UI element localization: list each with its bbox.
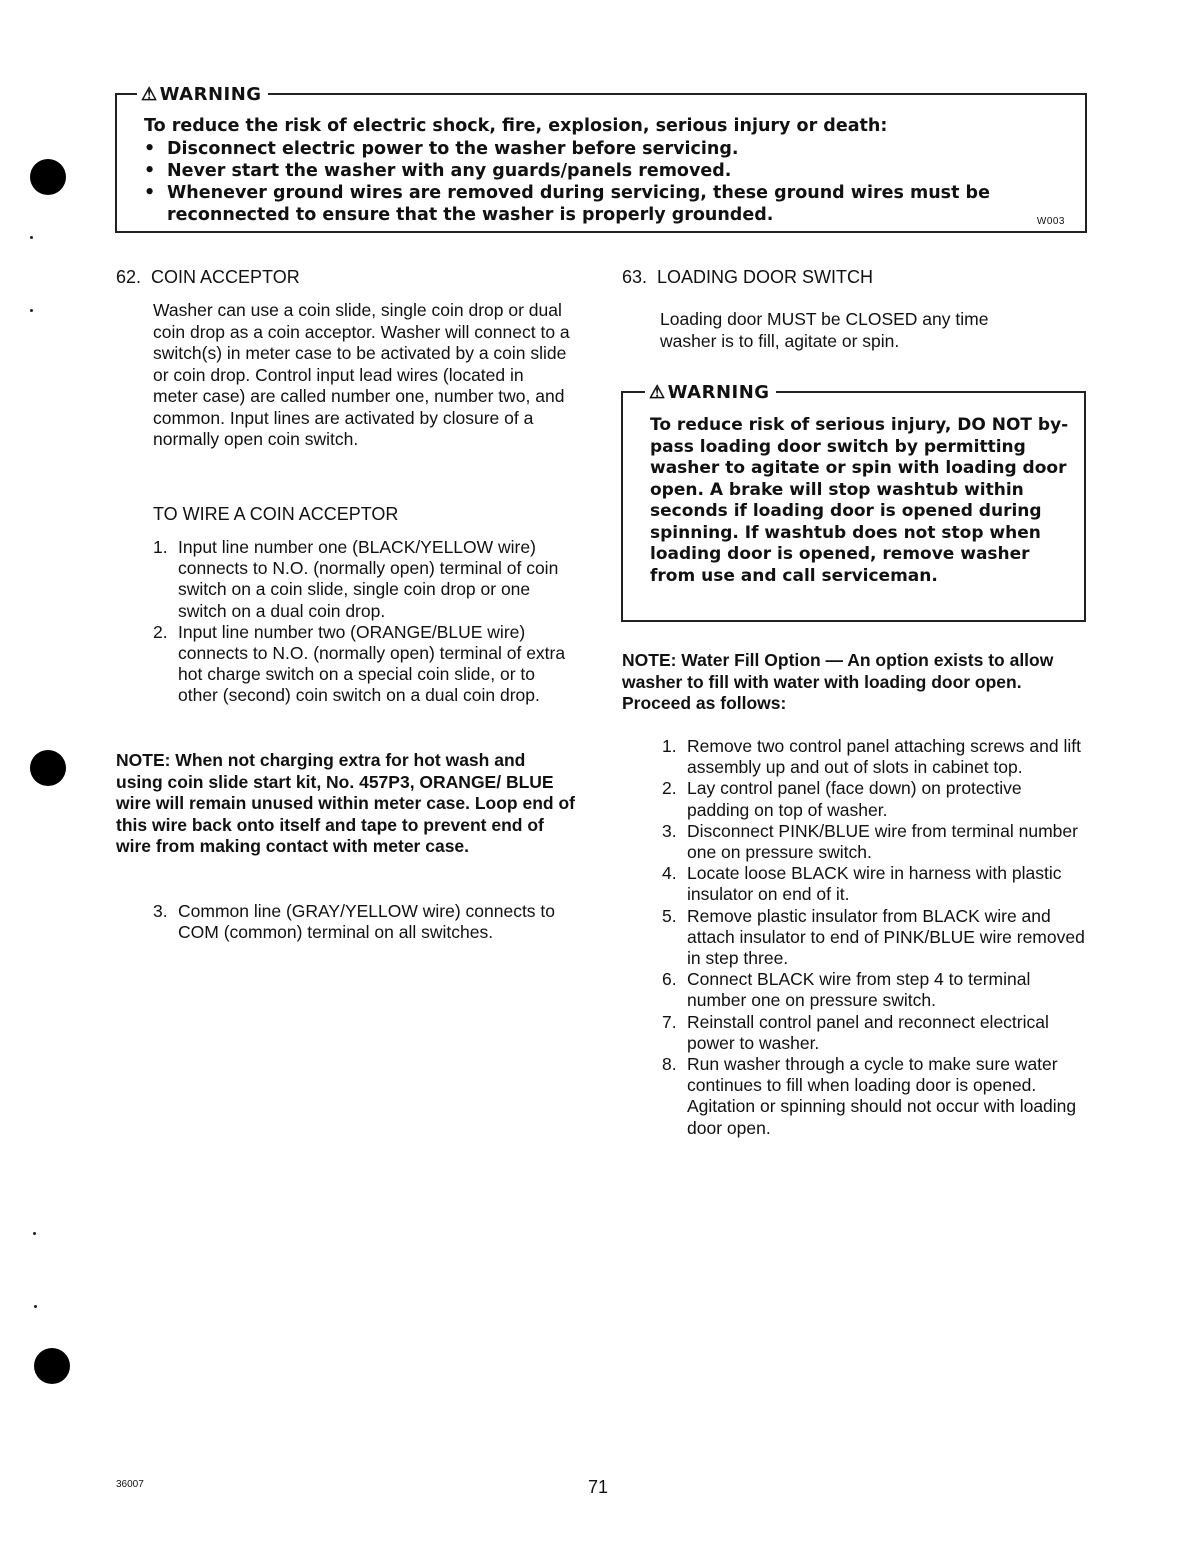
water-fill-note: NOTE: Water Fill Option — An option exists to allow washer to fill with water with loading door open. Proceed as follows: xyxy=(622,650,1054,713)
list-item: 8. Run washer through a cycle to make sure water continues to fill when loading door is opened. Agitation or spinning should not occur with loading door open. xyxy=(662,1054,1077,1138)
coin-wiring-steps xyxy=(153,537,573,707)
list-item: 2. Input line number two (ORANGE/BLUE wire) connects to N.O. (normally open) terminal of extra hot charge switch on a special coin slide, or to other (second) coin switch on a dual coin drop. xyxy=(153,621,566,706)
list-item: 1. Remove two control panel attaching screws and lift assembly up and out of slots in cabinet top. xyxy=(662,736,1081,778)
list-item: 5. Remove plastic insulator from BLACK wire and attach insulator to end of PINK/BLUE wire removed in step three. xyxy=(662,905,1085,969)
page-number: 71 xyxy=(588,1477,609,1497)
door-switch-warning-box xyxy=(621,382,1086,622)
list-item: 1. Input line number one (BLACK/YELLOW wire) connects to N.O. (normally open) terminal of coin switch on a coin slide, single coin drop or one switch on a dual coin drop. xyxy=(153,537,559,621)
punch-hole-bottom xyxy=(34,1348,70,1384)
warning-bullet: • Disconnect electric power to the washer before servicing. xyxy=(144,138,990,160)
door-switch-warning-text: To reduce risk of serious injury, DO NOT by-pass loading door switch by permitting washer to agitate or spin with loading door open. A brake will stop washtub within seconds if loading door is opened during spinning. If washtub does not stop when loading door is opened, remove washer from use and call serviceman. xyxy=(650,415,1069,586)
list-item: 3. Disconnect PINK/BLUE wire from terminal number one on pressure switch. xyxy=(662,820,1078,863)
top-warning-box xyxy=(115,84,1087,233)
list-item: 6. Connect BLACK wire from step 4 to terminal number one on pressure switch. xyxy=(662,969,1031,1011)
section-63-body: Loading door MUST be CLOSED any time washer is to fill, agitate or spin. xyxy=(660,309,989,351)
top-warning-list xyxy=(144,138,990,226)
coin-acceptor-subheading: TO WIRE A COIN ACCEPTOR xyxy=(153,504,399,524)
warning-bullet: • Whenever ground wires are removed during servicing, these ground wires must be xyxy=(144,182,990,204)
speck xyxy=(30,309,33,312)
list-item: 7. Reinstall control panel and reconnect electrical power to washer. xyxy=(662,1011,1049,1053)
punch-hole-middle xyxy=(30,750,66,786)
warning-code: W003 xyxy=(1036,216,1065,227)
coin-wiring-step-3 xyxy=(153,901,573,943)
warning-bullet: • Never start the washer with any guards/panels removed. xyxy=(144,160,990,182)
water-fill-steps xyxy=(662,736,1087,1139)
section-62-note: NOTE: When not charging extra for hot wash and using coin slide start kit, No. 457P3, ORANGE/ BLUE wire will remain unused within meter case. Loop end of this wire back onto itself and tape to prevent end of wire from making contact with meter case. xyxy=(116,750,575,856)
list-item: 4. Locate loose BLACK wire in harness with plastic insulator on end of it. xyxy=(662,863,1062,905)
section-62-body: Washer can use a coin slide, single coin drop or dual coin drop as a coin acceptor. Washer will connect to a switch(s) in meter case to be activated by a coin slide or coin drop. Control input lead wires (located in meter case) are called number one, number two, and common. Input lines are activated by closure of a normally open coin switch. xyxy=(153,300,570,449)
document-number: 36007 xyxy=(116,1479,144,1490)
list-item: 2. Lay control panel (face down) on protective padding on top of washer. xyxy=(662,778,1022,820)
warning-bullet-continuation: reconnected to ensure that the washer is properly grounded. xyxy=(167,205,774,225)
section-62-heading: 62. COIN ACCEPTOR xyxy=(116,267,300,287)
list-item: 3. Common line (GRAY/YELLOW wire) connects to COM (common) terminal on all switches. xyxy=(153,901,556,943)
speck xyxy=(34,1305,37,1308)
punch-hole-top xyxy=(30,159,66,195)
section-63-heading: 63. LOADING DOOR SWITCH xyxy=(622,267,874,287)
door-switch-warning-title: ⚠ WARNING xyxy=(645,381,776,404)
warning-triangle-icon: ⚠ xyxy=(649,382,666,402)
speck xyxy=(30,236,33,239)
warning-triangle-icon: ⚠ xyxy=(141,84,158,104)
top-warning-intro: To reduce the risk of electric shock, fire, explosion, serious injury or death: xyxy=(144,116,888,136)
speck xyxy=(33,1232,36,1235)
top-warning-title: ⚠ WARNING xyxy=(137,83,268,106)
